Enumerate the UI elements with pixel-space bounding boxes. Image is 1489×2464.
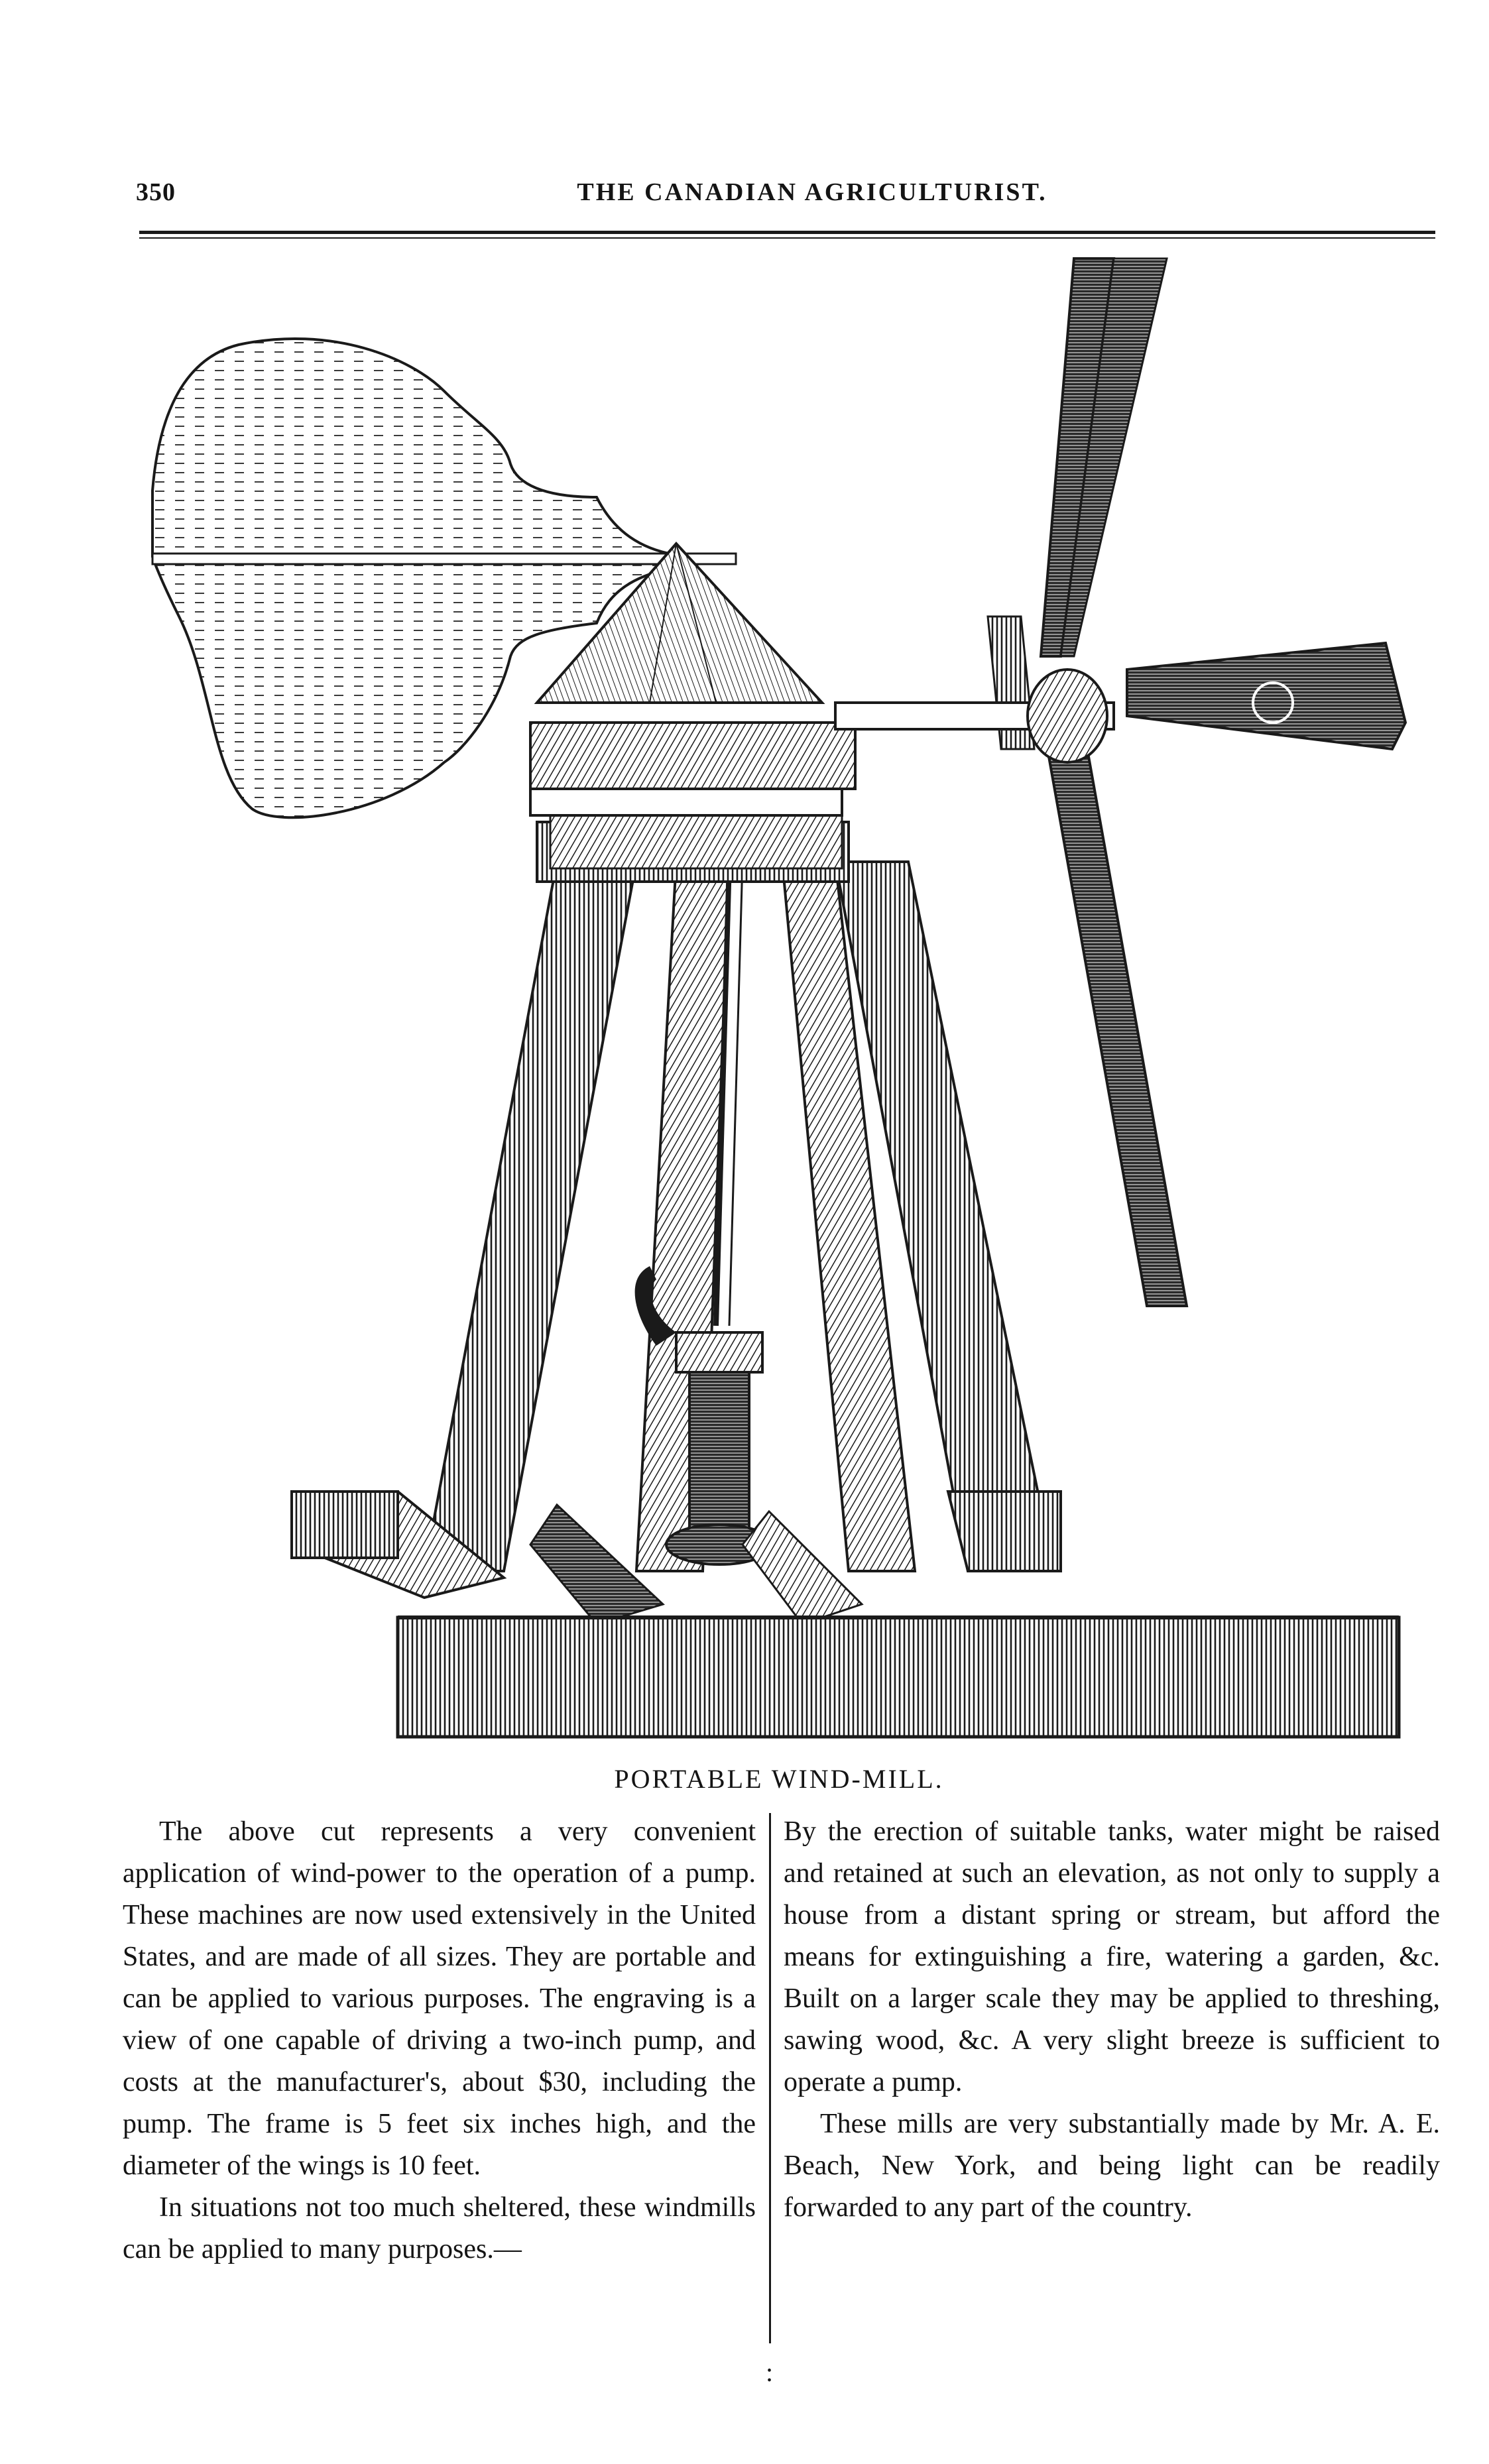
windmill-engraving [133, 245, 1425, 1763]
paragraph: In situations not too much sheltered, these windmills can be applied to many purposes.— [123, 2192, 756, 2264]
paragraph: The above cut represents a very convenient application of wind-power to the operation of a pump. These machines are now used extensively in the United States, and are made of all sizes. They are portable and can be applied to various purposes. The engraving is a view of one capable of driving a two-inch pump, and costs at the manufacturer's, about $30, including the pump. The frame is 5 feet six inches high, and the diameter of the wings is 10 feet. [123, 1816, 756, 2181]
running-title: THE CANADIAN AGRICULTURIST. [577, 178, 1047, 206]
left-column [123, 1811, 756, 2270]
header-rule-thick [139, 231, 1435, 234]
header-rule-thin [139, 237, 1435, 239]
figure-caption: PORTABLE WIND-MILL. [614, 1764, 944, 1794]
footer-mark: : [766, 2357, 774, 2387]
page-header [136, 178, 1435, 217]
paragraph: These mills are very substantially made by Mr. A. E. Beach, New York, and being light can be readily forwarded to any part of the country. [784, 2109, 1440, 2223]
right-column [784, 1811, 1440, 2229]
page-number: 350 [136, 178, 176, 206]
paragraph: By the erection of suitable tanks, water might be raised and retained at such an elevation, as not only to supply a house from a distant spring or stream, but afford the means for extinguishing a fire, watering a garden, &c. Built on a larger scale they may be applied to threshing, sawing wood, &c. A very slight breeze is sufficient to operate a pump. [784, 1816, 1440, 2097]
column-divider [769, 1813, 771, 2343]
